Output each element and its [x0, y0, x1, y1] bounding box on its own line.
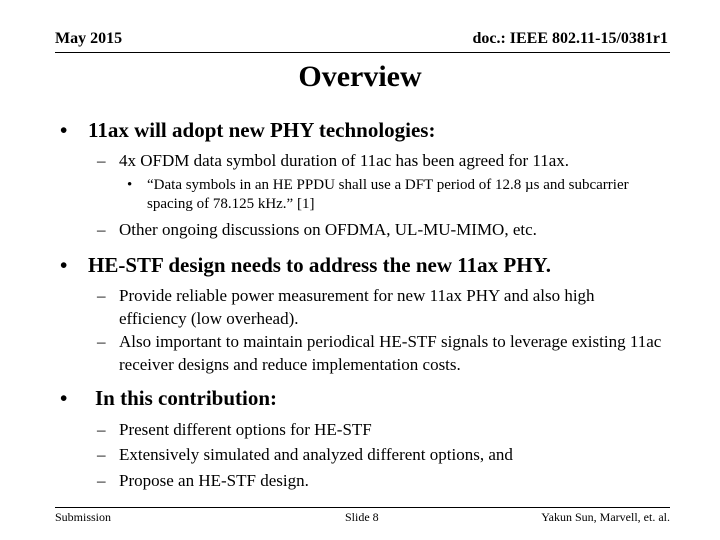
footer-rule	[55, 507, 670, 508]
bullet-3-sub-3	[97, 469, 677, 492]
bullet-2-text: HE-STF design needs to address the new 11ax PHY.	[88, 253, 552, 277]
bullet-3-sub-1-text: Present different options for HE-STF	[119, 420, 372, 439]
bullet-1-sub-1-detail	[127, 176, 667, 214]
bullet-marker: •	[60, 118, 68, 142]
bullet-3-sub-2	[97, 443, 677, 466]
bullet-marker: •	[60, 253, 68, 277]
bullet-3-sub-1	[97, 418, 677, 441]
bullet-2-sub-1	[97, 284, 657, 330]
sub-marker: –	[97, 220, 106, 239]
sub-marker: –	[97, 151, 106, 170]
bullet-3-sub-3-text: Propose an HE-STF design.	[119, 471, 309, 490]
bullet-marker: •	[60, 386, 68, 410]
sub-marker: –	[97, 471, 106, 490]
header-rule	[55, 52, 670, 53]
bullet-2-sub-2	[97, 330, 677, 376]
footer-submission: Submission	[55, 510, 112, 524]
bullet-1-sub-1	[97, 149, 677, 172]
bullet-1-sub-2	[97, 218, 677, 241]
bullet-3-sub-2-text: Extensively simulated and analyzed different options, and	[119, 445, 513, 464]
bullet-1	[60, 118, 435, 143]
bullet-1-text: 11ax will adopt new PHY technologies:	[88, 118, 436, 142]
bullet-1-sub-1-text: 4x OFDM data symbol duration of 11ac has been agreed for 11ax.	[119, 151, 570, 170]
footer-slide-number: Slide 8	[345, 510, 379, 524]
bullet-1-sub-1-detail-text: “Data symbols in an HE PPDU shall use a DFT period of 12.8 µs and subcarrier spacing of 78.125 kHz.” [1]	[147, 177, 629, 212]
sub-marker: –	[97, 332, 106, 351]
sub-marker: –	[97, 420, 106, 439]
slide-title: Overview	[298, 60, 422, 93]
bullet-2-sub-1-text: Provide reliable power measurement for new 11ax PHY and also high efficiency (low overhead).	[119, 286, 595, 328]
header-date: May 2015	[55, 30, 123, 47]
footer-authors: Yakun Sun, Marvell, et. al.	[541, 510, 670, 524]
bullet-2	[60, 253, 551, 278]
header-doc-id: doc.: IEEE 802.11-15/0381r1	[472, 30, 668, 47]
sub-marker: –	[97, 445, 106, 464]
bullet-1-sub-2-text: Other ongoing discussions on OFDMA, UL-MU-MIMO, etc.	[119, 220, 537, 239]
detail-marker: •	[127, 177, 133, 193]
bullet-3	[60, 386, 277, 411]
sub-marker: –	[97, 286, 106, 305]
bullet-2-sub-2-text: Also important to maintain periodical HE-STF signals to leverage existing 11ac receiver designs and reduce implementation costs.	[119, 332, 662, 374]
bullet-3-text: In this contribution:	[95, 386, 278, 410]
